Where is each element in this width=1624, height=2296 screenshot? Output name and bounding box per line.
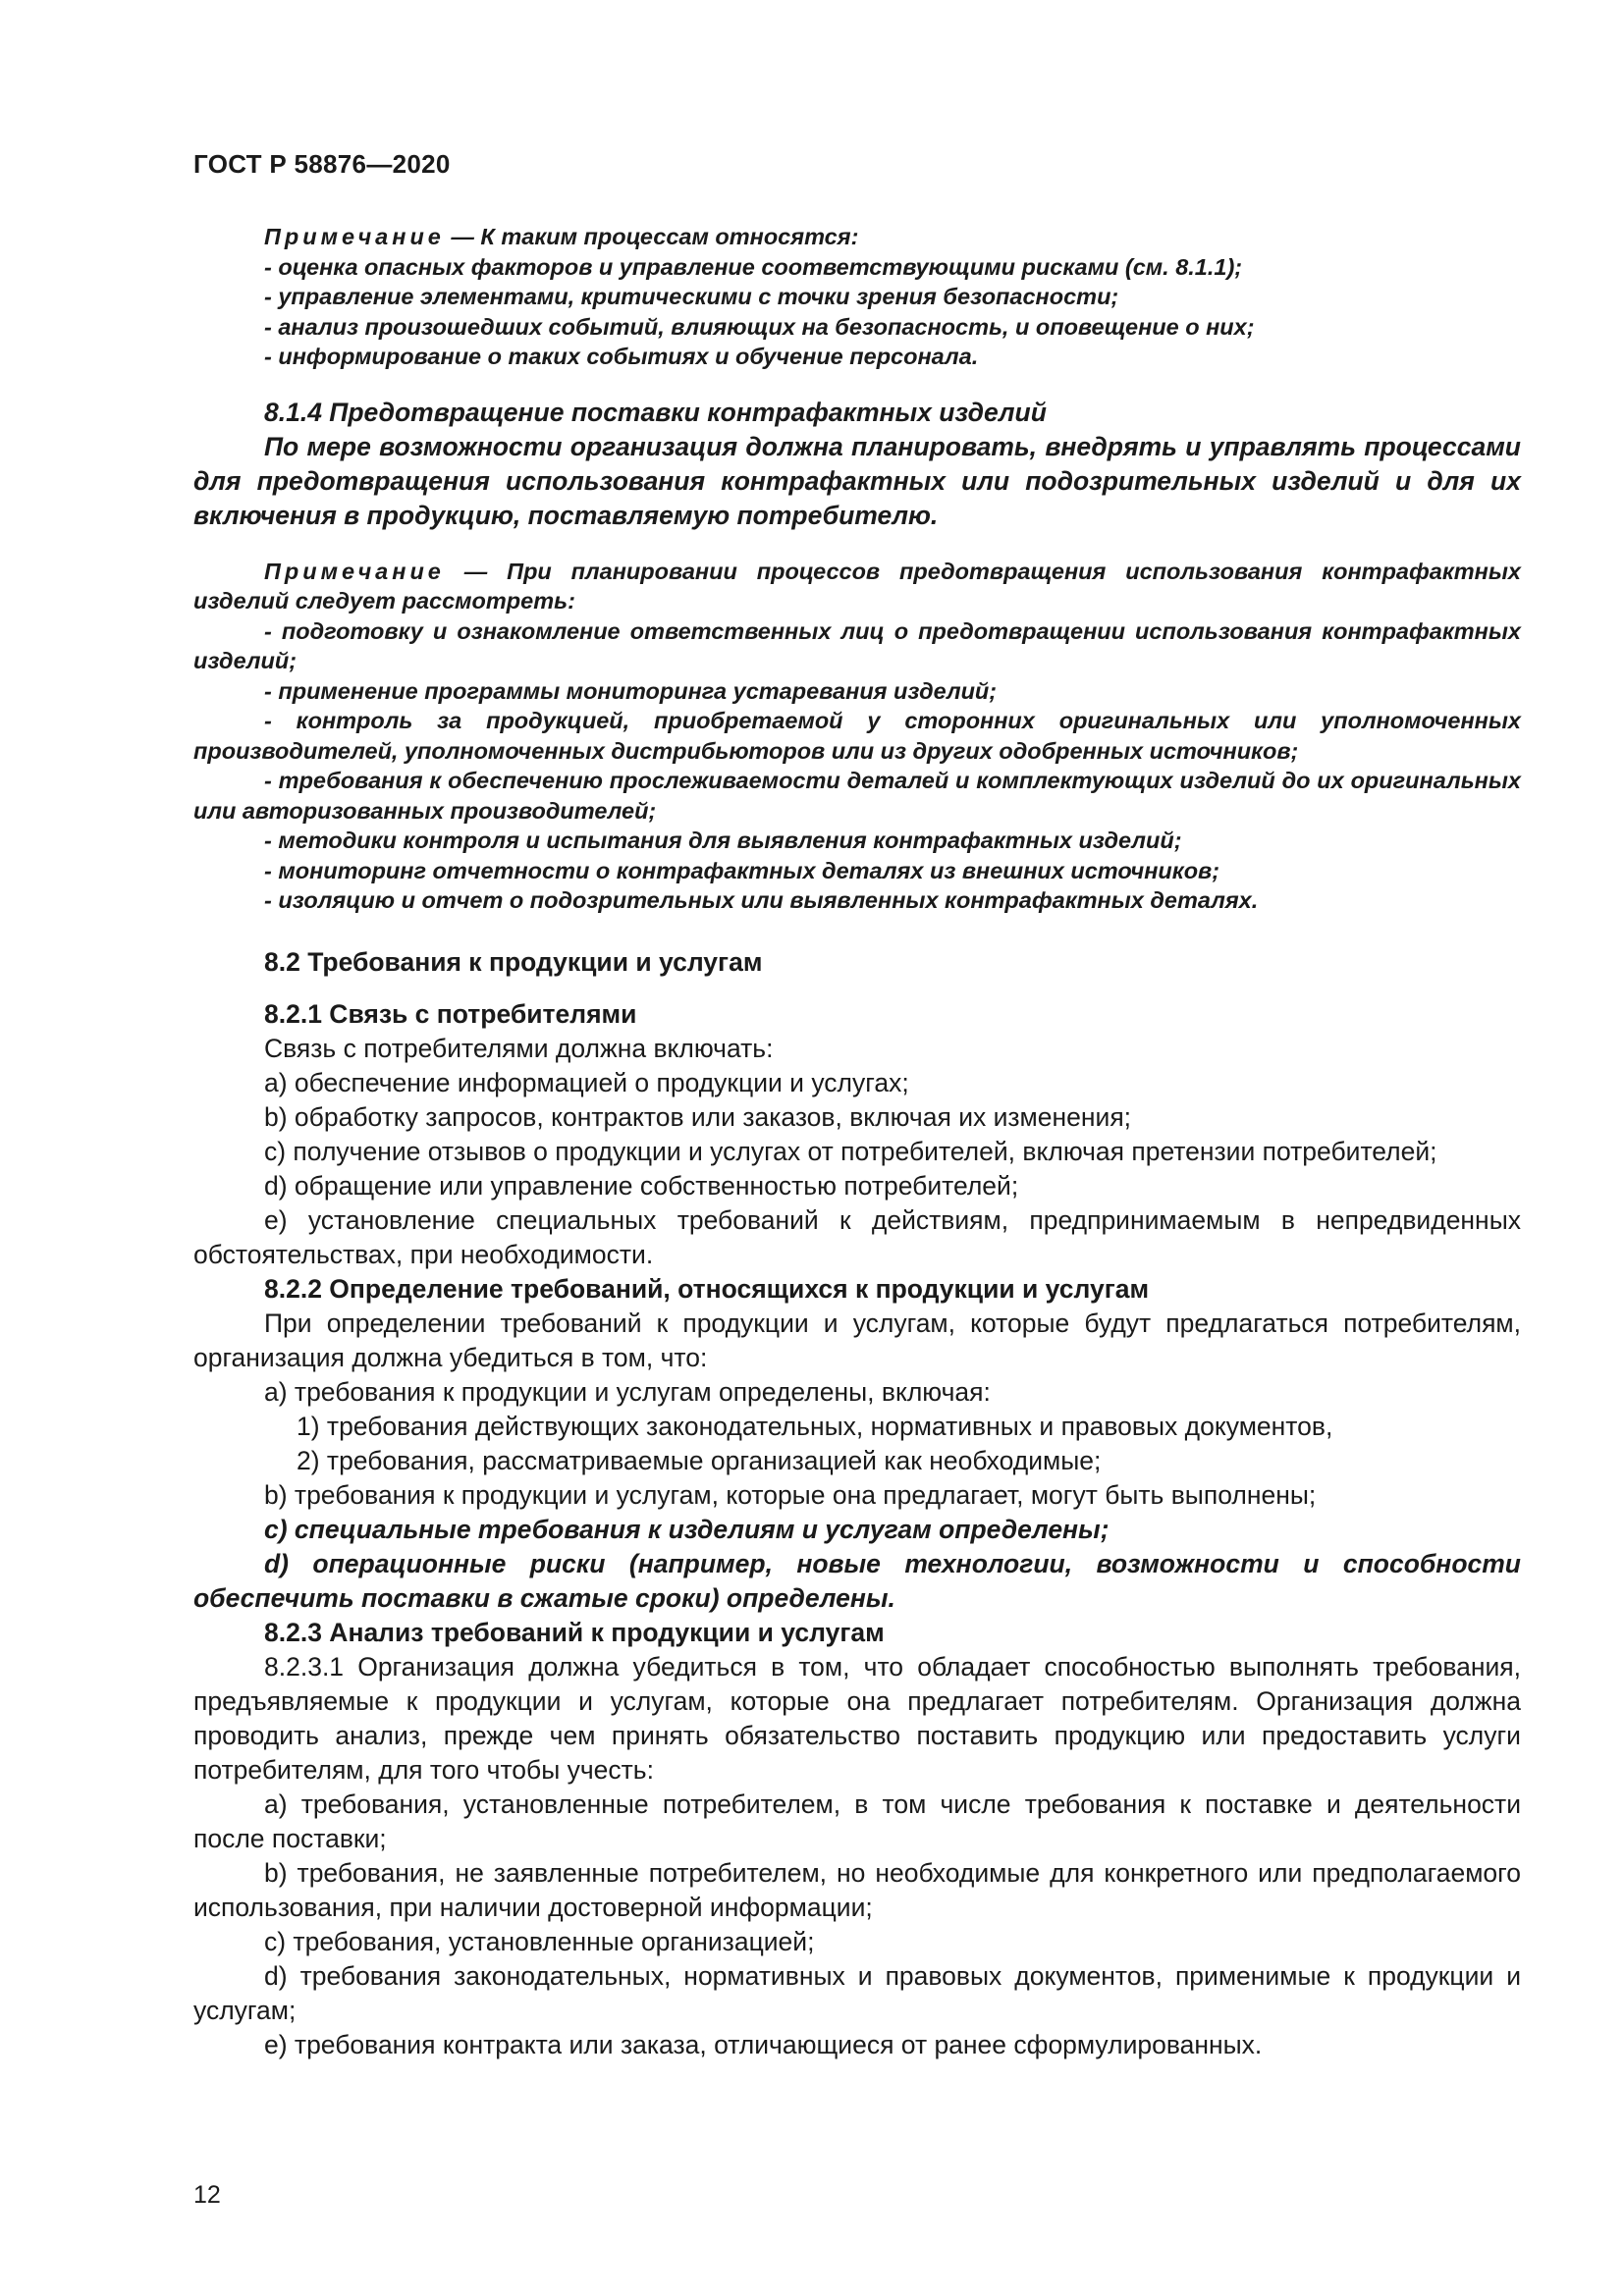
note-intro: — К таким процессам относятся: bbox=[444, 224, 859, 249]
note-block-2 bbox=[193, 557, 1521, 916]
note-item: - оценка опасных факторов и управление соответствующими рисками (см. 8.1.1); bbox=[264, 253, 1243, 280]
note-label: Примечание bbox=[264, 224, 445, 249]
section-body: По мере возможности организация должна планировать, внедрять и управлять процессами для предотвращения использования контрафактных или подозрительных изделий и для их включения в продукцию, поставляемую потребителю. bbox=[193, 431, 1521, 530]
note-intro: — При планировании процессов предотвращения использования контрафактных изделий следует рассмотреть: bbox=[193, 558, 1521, 614]
list-item: a) обеспечение информацией о продукции и услугах; bbox=[264, 1067, 909, 1097]
note-block-1 bbox=[193, 222, 1521, 372]
list-item: d) операционные риски (например, новые технологии, возможности и способности обеспечить поставки в сжатые сроки) определены. bbox=[193, 1548, 1521, 1613]
sub-list-item: 1) требования действующих законодательных, нормативных и правовых документов, bbox=[297, 1411, 1333, 1441]
section-intro: Связь с потребителями должна включать: bbox=[264, 1033, 774, 1063]
sub-list-item: 2) требования, рассматриваемые организацией как необходимые; bbox=[297, 1445, 1102, 1475]
section-intro: При определении требований к продукции и услугам, которые будут предлагаться потребителям, организация должна убедиться в том, что: bbox=[193, 1308, 1521, 1372]
section-heading: 8.2.3 Анализ требований к продукции и услугам bbox=[264, 1617, 885, 1647]
section-8-2-1 bbox=[193, 997, 1521, 1272]
note-item: - методики контроля и испытания для выявления контрафактных изделий; bbox=[264, 828, 1182, 853]
section-8-2-2 bbox=[193, 1272, 1521, 1616]
section-heading: 8.1.4 Предотвращение поставки контрафактных изделий bbox=[264, 397, 1047, 427]
list-item: c) специальные требования к изделиям и услугам определены; bbox=[264, 1514, 1110, 1544]
list-item: e) требования контракта или заказа, отличающиеся от ранее сформулированных. bbox=[264, 2029, 1263, 2059]
note-item: - подготовку и ознакомление ответственных лиц о предотвращении использования контрафактных изделий; bbox=[193, 617, 1521, 673]
section-heading: 8.2.1 Связь с потребителями bbox=[264, 998, 637, 1029]
document-body bbox=[193, 222, 1521, 2062]
note-item: - мониторинг отчетности о контрафактных деталях из внешних источников; bbox=[264, 857, 1220, 883]
section-8-2-3 bbox=[193, 1616, 1521, 2062]
list-item: b) требования к продукции и услугам, которые она предлагает, могут быть выполнены; bbox=[264, 1479, 1317, 1510]
list-item: a) требования, установленные потребителем, в том числе требования к поставке и деятельности после поставки; bbox=[193, 1789, 1521, 1853]
note-item: - управление элементами, критическими с точки зрения безопасности; bbox=[264, 284, 1119, 309]
section-heading: 8.2 Требования к продукции и услугам bbox=[264, 946, 763, 977]
note-item: - информирование о таких событиях и обучение персонала. bbox=[264, 344, 979, 369]
document-header: ГОСТ Р 58876—2020 bbox=[193, 149, 451, 179]
list-item: b) обработку запросов, контрактов или заказов, включая их изменения; bbox=[264, 1101, 1132, 1132]
section-heading: 8.2.2 Определение требований, относящихся к продукции и услугам bbox=[264, 1273, 1150, 1304]
list-item: c) получение отзывов о продукции и услугах от потребителей, включая претензии потребителей; bbox=[264, 1136, 1437, 1166]
section-8-1-4 bbox=[193, 396, 1521, 533]
list-item: d) требования законодательных, нормативных и правовых документов, применимые к продукции и услугам; bbox=[193, 1960, 1521, 2025]
section-paragraph: 8.2.3.1 Организация должна убедиться в том, что обладает способностью выполнять требования, предъявляемые к продукции и услугам, которые она предлагает потребителям. Организация должна проводить анализ, прежде чем принять обязательство поставить продукцию или предоставить услуги потребителям, для того чтобы учесть: bbox=[193, 1651, 1521, 1785]
list-item: d) обращение или управление собственностью потребителей; bbox=[264, 1170, 1019, 1201]
note-item: - требования к обеспечению прослеживаемости деталей и комплектующих изделий до их оригинальных или авторизованных производителей; bbox=[193, 768, 1521, 824]
list-item: e) установление специальных требований к действиям, предпринимаемым в непредвиденных обстоятельствах, при необходимости. bbox=[193, 1204, 1521, 1269]
note-item: - изоляцию и отчет о подозрительных или выявленных контрафактных деталях. bbox=[264, 887, 1259, 913]
section-8-2 bbox=[193, 945, 1521, 980]
list-item: b) требования, не заявленные потребителем, но необходимые для конкретного или предполагаемого использования, при наличии достоверной информации; bbox=[193, 1857, 1521, 1922]
list-item: c) требования, установленные организацией; bbox=[264, 1926, 815, 1956]
list-item: a) требования к продукции и услугам определены, включая: bbox=[264, 1376, 991, 1407]
note-item: - контроль за продукцией, приобретаемой у сторонних оригинальных или уполномоченных производителей, уполномоченных дистрибьюторов или из других одобренных источников; bbox=[193, 708, 1521, 764]
page-number: 12 bbox=[193, 2181, 221, 2209]
note-item: - применение программы мониторинга устаревания изделий; bbox=[264, 677, 998, 704]
note-label: Примечание bbox=[264, 558, 445, 584]
note-item: - анализ произошедших событий, влияющих на безопасность, и оповещение о них; bbox=[264, 313, 1255, 340]
